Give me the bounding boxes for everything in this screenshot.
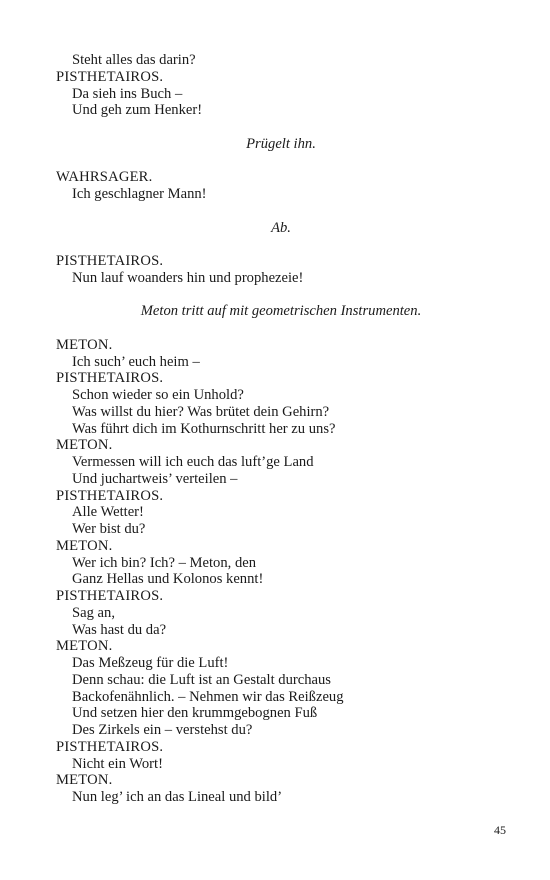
verse-line: Sag an, bbox=[72, 604, 115, 621]
play-text bbox=[56, 52, 516, 806]
speaker-name: PISTHETAIROS. bbox=[56, 487, 164, 504]
page-number: 45 bbox=[494, 823, 506, 837]
verse-line: Ich such’ euch heim – bbox=[72, 353, 200, 370]
speaker-name: PISTHETAIROS. bbox=[56, 370, 164, 387]
verse-line: Des Zirkels ein – verstehst du? bbox=[72, 722, 253, 738]
verse-line: Denn schau: die Luft ist an Gestalt durchaus bbox=[72, 671, 331, 688]
verse-line: Alle Wetter! bbox=[72, 504, 144, 521]
verse-line: Ganz Hellas und Kolonos kennt! bbox=[72, 571, 264, 588]
verse-line: Nicht ein Wort! bbox=[72, 755, 163, 772]
verse-line: Nun leg’ ich an das Lineal und bild’ bbox=[72, 789, 283, 805]
verse-line: Das Meßzeug für die Luft! bbox=[72, 655, 229, 671]
blank-line bbox=[56, 236, 516, 253]
speaker-name: PISTHETAIROS. bbox=[56, 738, 164, 755]
speaker-name: PISTHETAIROS. bbox=[56, 588, 164, 604]
verse-line: Schon wieder so ein Unhold? bbox=[72, 387, 244, 403]
stage-direction: Ab. bbox=[271, 219, 291, 236]
verse-line: Backofenähnlich. – Nehmen wir das Reißzeug bbox=[72, 688, 344, 705]
speaker-name: PISTHETAIROS. bbox=[56, 68, 164, 85]
verse-line: Und setzen hier den krummgebognen Fuß bbox=[72, 705, 318, 722]
speaker-name: PISTHETAIROS. bbox=[56, 253, 164, 269]
verse-line: Was führt dich im Kothurnschritt her zu uns? bbox=[72, 420, 336, 437]
speaker-name: METON. bbox=[56, 437, 113, 454]
verse-line: Und geh zum Henker! bbox=[72, 102, 203, 119]
blank-line bbox=[56, 119, 516, 136]
verse-line: Da sieh ins Buch – bbox=[72, 85, 183, 102]
stage-direction: Prügelt ihn. bbox=[246, 135, 316, 152]
speaker-name: METON. bbox=[56, 537, 113, 554]
verse-line: Und juchartweis’ verteilen – bbox=[72, 470, 238, 487]
blank-line bbox=[56, 287, 516, 304]
stage-direction: Meton tritt auf mit geometrischen Instrumenten. bbox=[140, 303, 422, 320]
verse-line: Was willst du hier? Was brütet dein Gehirn? bbox=[72, 403, 330, 420]
speaker-name: WAHRSAGER. bbox=[56, 169, 153, 186]
speaker-name: METON. bbox=[56, 336, 113, 353]
blank-line bbox=[56, 153, 516, 170]
speaker-name: METON. bbox=[56, 638, 113, 655]
blank-line bbox=[56, 320, 516, 337]
verse-line: Nun lauf woanders hin und prophezeie! bbox=[72, 269, 304, 286]
verse-line: Wer bist du? bbox=[72, 521, 146, 537]
verse-line: Vermessen will ich euch das luft’ge Land bbox=[72, 454, 314, 470]
verse-line: Was hast du da? bbox=[72, 621, 167, 638]
verse-line: Ich geschlagner Mann! bbox=[72, 186, 207, 202]
verse-line: Wer ich bin? Ich? – Meton, den bbox=[72, 554, 257, 571]
speaker-name: METON. bbox=[56, 772, 113, 789]
verse-line: Steht alles das darin? bbox=[72, 52, 196, 68]
blank-line bbox=[56, 203, 516, 220]
